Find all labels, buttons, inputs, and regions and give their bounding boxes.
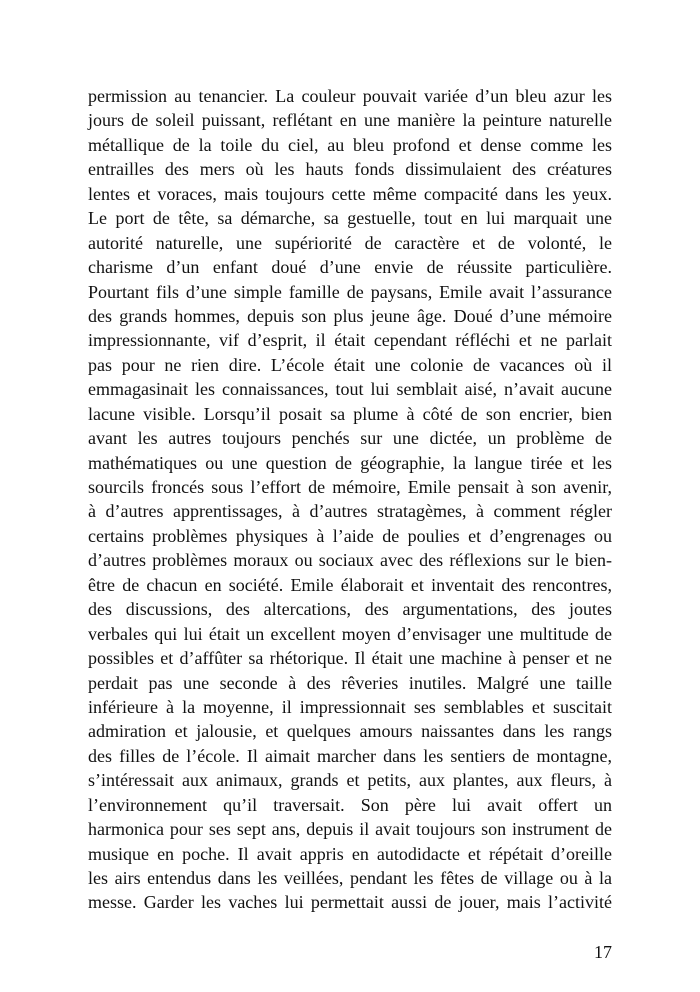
text-line: inférieure à la moyenne, il impressionnait ses semblables et suscitait xyxy=(88,696,612,717)
text-line: musique en poche. Il avait appris en autodidacte et répétait d’oreille xyxy=(88,843,612,864)
text-line: l’environnement qu’il traversait. Son père lui avait offert un xyxy=(88,794,612,815)
text-line: d’autres problèmes moraux ou sociaux avec des réflexions sur le bien- xyxy=(88,550,612,571)
text-line: pas pour ne rien dire. L’école était une colonie de vacances où il xyxy=(88,354,612,375)
text-line: s’intéressait aux animaux, grands et petits, aux plantes, aux fleurs, à xyxy=(88,770,612,791)
text-line: entrailles des mers où les hauts fonds dissimulaient des créatures xyxy=(88,159,612,180)
text-line: perdait pas une seconde à des rêveries inutiles. Malgré une taille xyxy=(88,672,612,693)
text-line: harmonica pour ses sept ans, depuis il avait toujours son instrument de xyxy=(88,819,612,840)
page-number: 17 xyxy=(594,942,612,962)
text-line: les airs entendus dans les veillées, pendant les fêtes de village ou à la xyxy=(88,868,612,888)
text-line: autorité naturelle, une supériorité de caractère et de volonté, le xyxy=(88,232,612,253)
text-line: Pourtant fils d’une simple famille de paysans, Emile avait l’assurance xyxy=(88,281,612,302)
text-line: possibles et d’affûter sa rhétorique. Il était une machine à penser et ne xyxy=(88,648,612,669)
text-line: emmagasinait les connaissances, tout lui semblait aisé, n’avait aucune xyxy=(88,379,612,400)
body-text xyxy=(88,84,612,915)
text-line: charisme d’un enfant doué d’une envie de réussite particulière. xyxy=(88,257,612,278)
text-line: verbales qui lui était un excellent moyen d’envisager une multitude de xyxy=(88,623,612,644)
text-line: admiration et jalousie, et quelques amours naissantes dans les rangs xyxy=(88,721,612,742)
text-line: mathématiques ou une question de géographie, la langue tirée et les xyxy=(88,452,612,473)
text-line: Le port de tête, sa démarche, sa gestuelle, tout en lui marquait une xyxy=(88,208,612,229)
text-line: sourcils froncés sous l’effort de mémoire, Emile pensait à son avenir, xyxy=(88,477,612,497)
text-line: lacune visible. Lorsqu’il posait sa plume à côté de son encrier, bien xyxy=(88,403,612,424)
text-line: métallique de la toile du ciel, au bleu profond et dense comme les xyxy=(88,134,612,155)
text-line: impressionnante, vif d’esprit, il était cependant réfléchi et ne parlait xyxy=(88,330,612,351)
text-line: être de chacun en société. Emile élaborait et inventait des rencontres, xyxy=(88,574,612,595)
text-line: certains problèmes physiques à l’aide de poulies et d’engrenages ou xyxy=(88,525,612,546)
text-line: lentes et voraces, mais toujours cette même compacité dans les yeux. xyxy=(88,183,612,204)
text-line: des filles de l’école. Il aimait marcher dans les sentiers de montagne, xyxy=(88,745,612,766)
text-line: permission au tenancier. La couleur pouvait variée d’un bleu azur les xyxy=(88,86,612,106)
text-line: des grands hommes, depuis son plus jeune âge. Doué d’une mémoire xyxy=(88,305,612,326)
text-line: des discussions, des altercations, des argumentations, des joutes xyxy=(88,599,612,620)
text-line: messe. Garder les vaches lui permettait aussi de jouer, mais l’activité xyxy=(88,892,612,913)
text-line: à d’autres apprentissages, à d’autres stratagèmes, à comment régler xyxy=(88,501,612,522)
text-line: jours de soleil puissant, reflétant en une manière la peinture naturelle xyxy=(88,110,612,131)
text-line: avant les autres toujours penchés sur une dictée, un problème de xyxy=(88,428,612,449)
